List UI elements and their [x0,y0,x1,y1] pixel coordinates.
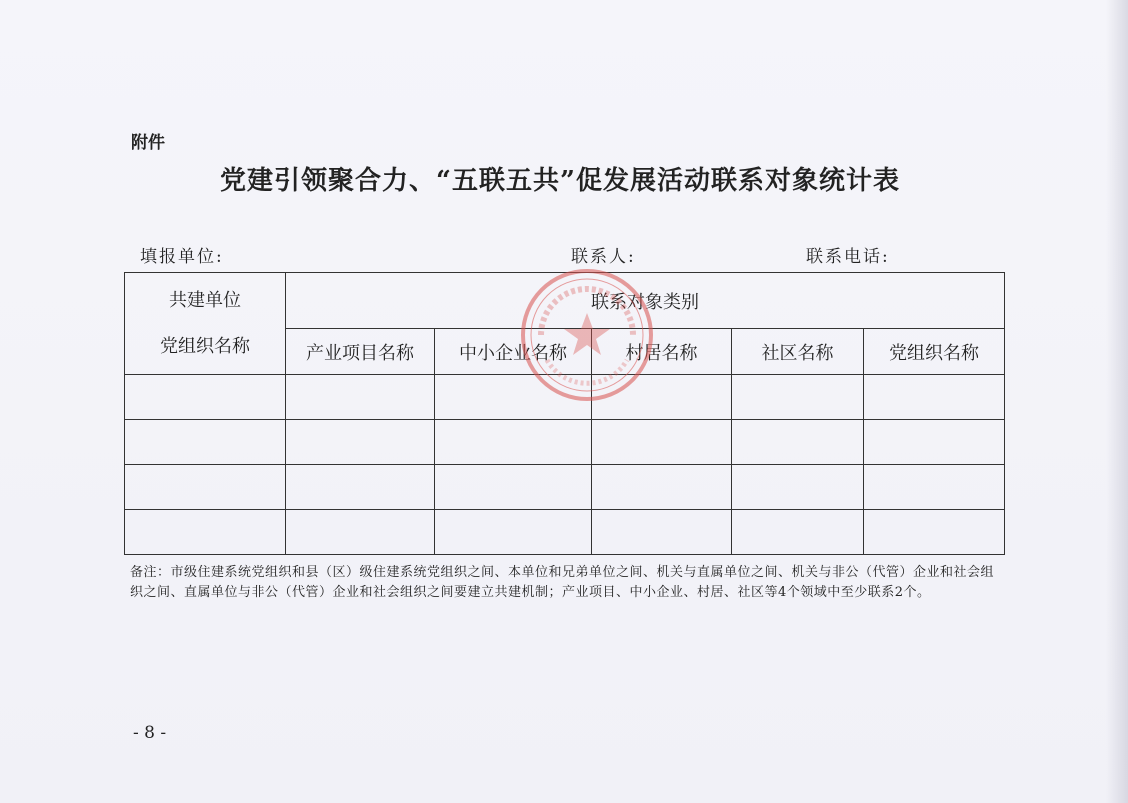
table-cell [435,510,592,555]
reporting-unit-field: 填报单位: [140,247,224,267]
contact-person-field: 联系人: [571,247,636,267]
table-cell [125,375,286,420]
page-edge-shadow [1106,0,1128,803]
table-cell [125,420,286,465]
unit-header-line1: 共建单位 [169,289,241,311]
page-number: - 8 - [133,723,167,743]
table-row [125,510,1005,555]
table-cell [592,420,732,465]
table-row [125,465,1005,510]
table-cell [864,510,1005,555]
column-header: 党组织名称 [864,329,1005,375]
unit-header-line2: 党组织名称 [160,335,250,357]
table-cell [732,375,864,420]
column-header: 村居名称 [592,329,732,375]
table-cell [125,510,286,555]
table-cell [732,510,864,555]
table-row [125,375,1005,420]
column-header: 社区名称 [732,329,864,375]
unit-party-org-header [125,273,286,375]
table-cell [592,465,732,510]
document-title: 党建引领聚合力、“五联五共”促发展活动联系对象统计表 [220,166,900,196]
table-row [125,420,1005,465]
attachment-label: 附件 [131,133,165,153]
category-header: 联系对象类别 [286,273,1005,329]
table-cell [732,465,864,510]
table-cell [732,420,864,465]
notes: 备注：市级住建系统党组织和县（区）级住建系统党组织之间、本单位和兄弟单位之间、机关与直属单位之间、机关与非公（代管）企业和社会组织之间、直属单位与非公（代管）企业和社会组织之间要建立共建机制；产业项目、中小企业、村居、社区等4个领域中至少联系2个。 [130,565,995,600]
table-cell [286,510,435,555]
table-cell [592,510,732,555]
table-cell [286,375,435,420]
table-cell [864,420,1005,465]
table-cell [864,465,1005,510]
table-cell [864,375,1005,420]
statistics-table [124,272,1005,555]
table-cell [286,465,435,510]
table-header-row [125,273,1005,329]
column-header: 中小企业名称 [435,329,592,375]
column-header: 产业项目名称 [286,329,435,375]
table-cell [435,375,592,420]
table-cell [125,465,286,510]
table-cell [435,420,592,465]
contact-phone-field: 联系电话: [806,247,890,267]
table-cell [286,420,435,465]
table-cell [435,465,592,510]
table-cell [592,375,732,420]
